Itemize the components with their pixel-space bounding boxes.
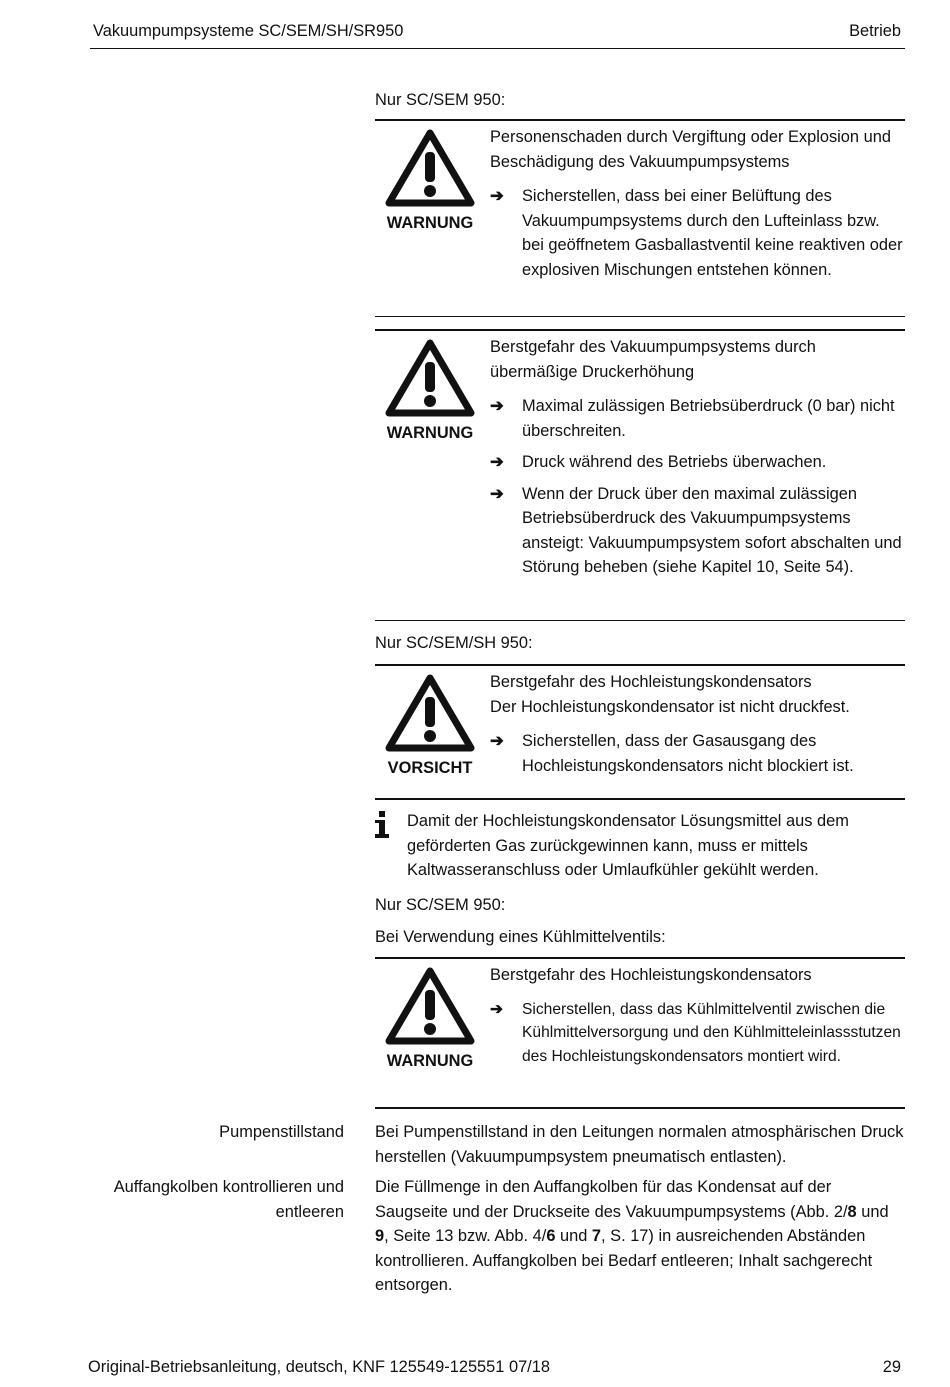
warning-box <box>375 119 905 304</box>
section-subtitle: Bei Verwendung eines Kühlmittelventils: <box>375 928 666 946</box>
arrow-icon: ➔ <box>490 397 504 415</box>
margin-label-auffangkolben <box>114 1175 344 1224</box>
list-item-text: Maximal zulässigen Betriebsüberdruck (0 bar) nicht überschreiten. <box>522 397 895 440</box>
list-item-text: Druck während des Betriebs überwachen. <box>522 453 827 471</box>
arrow-icon: ➔ <box>490 187 504 205</box>
info-text: Damit der Hochleistungskondensator Lösungsmittel aus dem geförderten Gas zurückgewinnen kann, muss er mittels Kaltwasseranschluss oder Umlaufkühler gekühlt werden. <box>407 812 849 879</box>
section-title: Nur SC/SEM 950: <box>375 896 506 914</box>
margin-label-pumpenstillstand: Pumpenstillstand <box>219 1123 344 1141</box>
header-divider <box>90 48 905 49</box>
warning-triangle-icon <box>385 965 475 1045</box>
warning-box <box>375 329 905 609</box>
arrow-icon: ➔ <box>490 484 504 503</box>
warning-triangle-icon <box>385 127 475 207</box>
list-item-text: Sicherstellen, dass der Gasausgang des Hochleistungskondensators nicht blockiert ist. <box>522 732 854 775</box>
warning-heading: Berstgefahr des Hochleistungskondensators <box>490 966 812 984</box>
warning-text <box>490 335 905 580</box>
warning-text <box>490 963 905 1068</box>
arrow-icon: ➔ <box>490 1000 504 1018</box>
text-run: , S. 17) in ausreichenden Abständen kontrollieren. Auffangkolben bei Bedarf entleeren; Inhalt sachgerecht entsorgen. <box>375 1227 873 1294</box>
list-item-text: Wenn der Druck über den maximal zulässigen Betriebsüberdruck des Vakuumpumpsystems ansteigt: Vakuumpumpsystem sofort abschalten und Störung beheben (siehe Kapitel 10, Seite 54). <box>522 484 902 576</box>
warning-triangle-icon <box>385 337 475 417</box>
warning-label: WARNUNG <box>386 214 474 232</box>
section-title: Nur SC/SEM/SH 950: <box>375 634 533 652</box>
text-run: , Seite 13 bzw. Abb. 4/ <box>384 1227 547 1245</box>
figure-ref: 8 <box>847 1202 857 1221</box>
list-item <box>490 394 905 443</box>
figure-ref: 9 <box>375 1227 385 1245</box>
text-run: und <box>555 1227 592 1245</box>
warning-text <box>490 670 905 778</box>
page-number: 29 <box>882 1358 901 1376</box>
paragraph-auffangkolben <box>375 1175 905 1298</box>
info-top-rule <box>375 798 905 800</box>
warning-triangle-icon <box>385 672 475 752</box>
warning-divider <box>375 316 905 317</box>
warning-box <box>375 957 905 1097</box>
header-section: Betrieb <box>849 22 901 40</box>
section-title: Nur SC/SEM 950: <box>375 91 506 109</box>
list-item <box>490 482 905 580</box>
arrow-icon: ➔ <box>490 453 504 471</box>
list-item <box>490 450 905 475</box>
warning-text <box>490 125 905 282</box>
list-item-text: Sicherstellen, dass das Kühlmittelventil zwischen die Kühlmittelversorgung und den Kühlmitteleinlassstutzen des Hochleistungskondensators montiert wird. <box>522 1000 901 1065</box>
figure-ref: 7 <box>591 1227 602 1245</box>
caution-label: VORSICHT <box>387 759 473 777</box>
warning-bottom-rule <box>375 1107 905 1109</box>
paragraph-pumpenstillstand: Bei Pumpenstillstand in den Leitungen normalen atmosphärischen Druck herstellen (Vakuumpumpsystem pneumatisch entlasten). <box>375 1123 904 1166</box>
warning-label: WARNUNG <box>386 1052 474 1070</box>
caution-box <box>375 664 905 794</box>
warning-heading: Berstgefahr des Hochleistungskondensators <box>490 673 812 691</box>
warning-divider <box>375 620 905 621</box>
list-item-text: Sicherstellen, dass bei einer Belüftung des Vakuumpumpsystems durch den Lufteinlass bzw. bei geöffnetem Gasballastventil keine reaktiven oder explosiven Mischungen entstehen können. <box>522 187 903 279</box>
list-item <box>490 729 905 778</box>
list-item <box>490 184 905 282</box>
warning-heading: Berstgefahr des Vakuumpumpsystems durch übermäßige Druckerhöhung <box>490 338 816 381</box>
list-item <box>490 998 905 1069</box>
margin-label-line: Auffangkolben kontrollieren und <box>113 1178 344 1196</box>
arrow-icon: ➔ <box>490 732 504 750</box>
text-run: und <box>856 1202 889 1221</box>
warning-heading: Personenschaden durch Vergiftung oder Explosion und Beschädigung des Vakuumpumpsystems <box>490 128 891 171</box>
info-icon <box>374 811 390 839</box>
footer-doc-info: Original-Betriebsanleitung, deutsch, KNF 125549-125551 07/18 <box>88 1358 550 1376</box>
warning-subheading: Der Hochleistungskondensator ist nicht druckfest. <box>490 697 850 716</box>
header-title: Vakuumpumpsysteme SC/SEM/SH/SR950 <box>93 22 404 40</box>
text-run: Die Füllmenge in den Auffangkolben für das Kondensat auf der Saugseite und der Druckseite des Vakuumpumpsystems (Abb. 2/ <box>375 1178 848 1221</box>
figure-ref: 6 <box>546 1227 556 1245</box>
margin-label-line: entleeren <box>275 1202 344 1221</box>
warning-label: WARNUNG <box>386 424 474 442</box>
